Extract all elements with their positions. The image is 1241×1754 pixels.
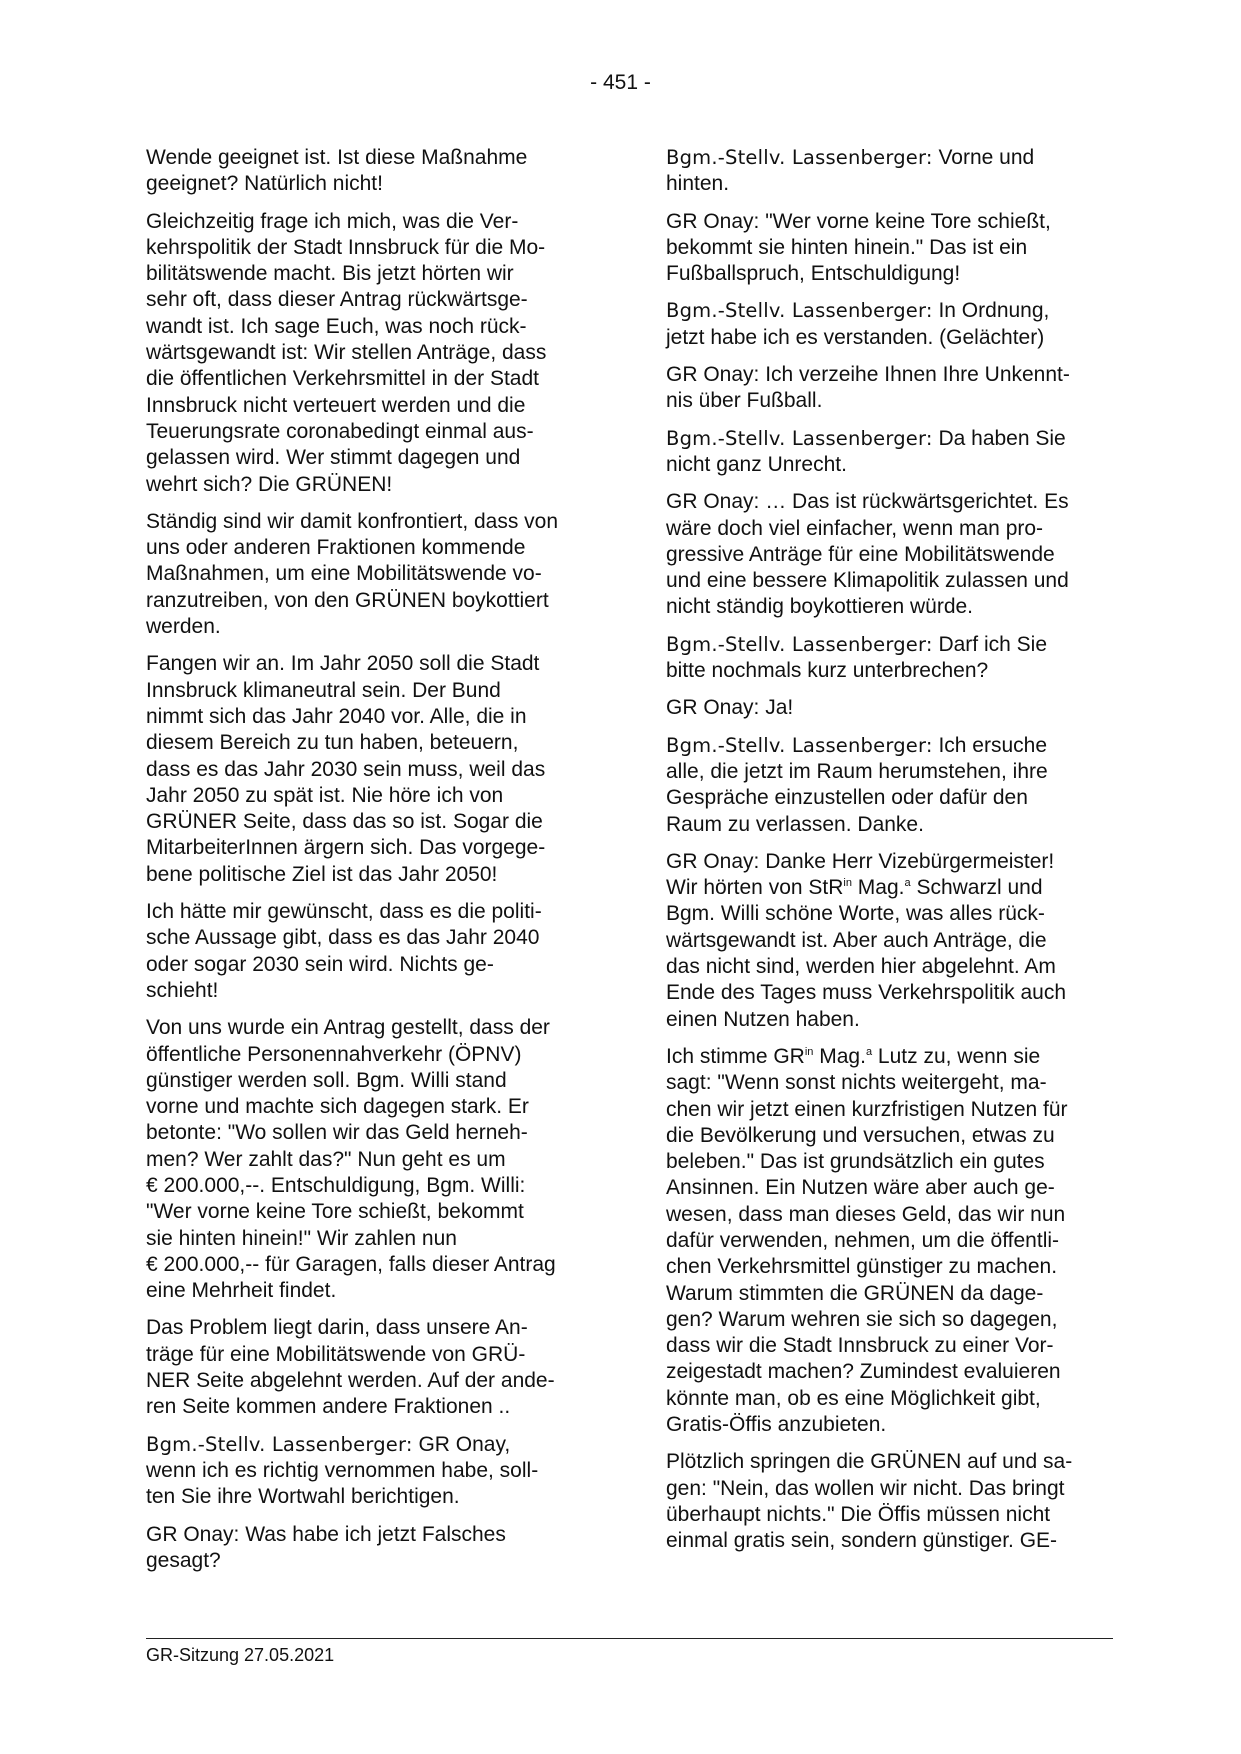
text-line: € 200.000,--. Entschuldigung, Bgm. Willi: xyxy=(146,1173,526,1197)
text-line: wehrt sich? Die GRÜNEN! xyxy=(146,472,393,496)
text-line: wenn ich es richtig vernommen habe, soll- xyxy=(146,1458,539,1482)
text-line: GR Onay: "Wer vorne keine Tore schießt, xyxy=(666,209,1051,233)
text-line: GR Onay: Ja! xyxy=(666,696,794,720)
text-line: das nicht sind, werden hier abgelehnt. Am xyxy=(666,955,1056,979)
text-line: € 200.000,-- für Garagen, falls dieser Antrag xyxy=(146,1252,556,1276)
text-line: sagt: "Wenn sonst nichts weitergeht, ma- xyxy=(666,1071,1047,1095)
paragraph xyxy=(666,849,1116,1033)
text-line: hinten. xyxy=(666,172,730,196)
speaker-label: Bgm.-Stellv. Lassenberger: xyxy=(666,299,933,323)
left-column xyxy=(146,145,596,1585)
text-line: betonte: "Wo sollen wir das Geld herneh- xyxy=(146,1121,528,1145)
paragraph xyxy=(146,145,596,198)
text-line: dafür verwenden, nehmen, um die öffentli- xyxy=(666,1228,1060,1252)
paragraph xyxy=(146,651,596,888)
text-line: träge für eine Mobilitätswende von GRÜ- xyxy=(146,1342,526,1366)
text-line: wärtsgewandt ist. Aber auch Anträge, die xyxy=(666,928,1047,952)
text-line: Gespräche einzustellen oder dafür den xyxy=(666,786,1028,810)
text-line: Wende geeignet ist. Ist diese Maßnahme xyxy=(146,146,528,169)
text-line: Ich hätte mir gewünscht, dass es die politi- xyxy=(146,900,542,924)
text-line: dass es das Jahr 2030 sein muss, weil das xyxy=(146,757,546,781)
text-line: sche Aussage gibt, dass es das Jahr 2040 xyxy=(146,926,540,950)
text-line: uns oder anderen Fraktionen kommende xyxy=(146,536,526,560)
paragraph xyxy=(666,298,1116,351)
text-line: "Wer vorne keine Tore schießt, bekommt xyxy=(146,1200,524,1224)
text-line: wärtsgewandt ist: Wir stellen Anträge, dass xyxy=(146,341,547,365)
text-line: vorne und machte sich dagegen stark. Er xyxy=(146,1095,529,1119)
paragraph xyxy=(666,209,1116,288)
text-line: und eine bessere Klimapolitik zulassen und xyxy=(666,569,1069,593)
paragraph xyxy=(666,632,1116,685)
text-line: Bgm. Willi schöne Worte, was alles rück- xyxy=(666,902,1045,926)
text-line: nis über Fußball. xyxy=(666,389,823,413)
text-line: Innsbruck nicht verteuert werden und die xyxy=(146,393,526,417)
text-line: öffentliche Personennahverkehr (ÖPNV) xyxy=(146,1042,522,1066)
text-line: nimmt sich das Jahr 2040 vor. Alle, die in xyxy=(146,704,527,728)
paragraph xyxy=(146,1315,596,1420)
speaker-label: Bgm.-Stellv. Lassenberger: xyxy=(666,426,933,450)
text-line: günstiger werden soll. Bgm. Willi stand xyxy=(146,1068,507,1092)
text-line: Fangen wir an. Im Jahr 2050 soll die Stadt xyxy=(146,652,540,676)
paragraph xyxy=(666,145,1116,198)
text-line: Fußballspruch, Entschuldigung! xyxy=(666,262,961,286)
text-line: gelassen wird. Wer stimmt dagegen und xyxy=(146,446,521,470)
text-line: ren Seite kommen andere Fraktionen .. xyxy=(146,1395,511,1419)
text-line: gen: "Nein, das wollen wir nicht. Das bringt xyxy=(666,1476,1065,1500)
text-line: GRÜNER Seite, dass das so ist. Sogar die xyxy=(146,810,543,834)
text-line: Jahr 2050 zu spät ist. Nie höre ich von xyxy=(146,783,504,807)
text-line: einen Nutzen haben. xyxy=(666,1007,860,1031)
text-line: gesagt? xyxy=(146,1548,221,1572)
text-line: men? Wer zahlt das?" Nun geht es um xyxy=(146,1147,506,1171)
text-line: einmal gratis sein, sondern günstiger. GE- xyxy=(666,1529,1058,1553)
paragraph xyxy=(666,362,1116,415)
right-column xyxy=(666,145,1116,1566)
text-line: GR Onay: Danke Herr Vizebürgermeister! xyxy=(666,849,1055,873)
text-line: Innsbruck klimaneutral sein. Der Bund xyxy=(146,678,501,702)
text-line: überhaupt nichts." Die Öffis müssen nicht xyxy=(666,1502,1051,1526)
text-line: sehr oft, dass dieser Antrag rückwärtsge- xyxy=(146,288,528,312)
text-line: bitte nochmals kurz unterbrechen? xyxy=(666,659,989,683)
text-line: Ende des Tages muss Verkehrspolitik auch xyxy=(666,981,1067,1005)
text-line: schieht! xyxy=(146,978,219,1002)
text-line: die öffentlichen Verkehrsmittel in der Stadt xyxy=(146,367,540,391)
text-line: wandt ist. Ich sage Euch, was noch rück- xyxy=(146,314,527,338)
paragraph xyxy=(146,509,596,640)
text-line: Wir hörten von StR$^{in}$ Mag.$^a$ Schwarzl und xyxy=(666,876,1043,900)
superscript: a xyxy=(904,877,911,890)
text-line: NER Seite abgelehnt werden. Auf der ande- xyxy=(146,1369,555,1393)
paragraph xyxy=(666,1044,1116,1438)
text-line: zeigestadt machen? Zumindest evaluieren xyxy=(666,1360,1061,1384)
text-line: MitarbeiterInnen ärgern sich. Das vorgege- xyxy=(146,836,546,860)
text-line: ten Sie ihre Wortwahl berichtigen. xyxy=(146,1485,460,1509)
text-line: Gratis-Öffis anzubieten. xyxy=(666,1413,887,1437)
paragraph xyxy=(146,1432,596,1511)
text-line: chen Verkehrsmittel günstiger zu machen. xyxy=(666,1255,1058,1279)
footer-session-date: GR-Sitzung 27.05.2021 xyxy=(146,1645,335,1665)
text-line: beleben." Das ist grundsätzlich ein gutes xyxy=(666,1150,1045,1174)
text-line: Da haben Sie xyxy=(932,426,1066,450)
text-line: die Bevölkerung und versuchen, etwas zu xyxy=(666,1123,1055,1147)
paragraph xyxy=(666,1449,1116,1554)
page-number: - 451 - xyxy=(590,71,651,94)
speaker-label: Bgm.-Stellv. Lassenberger: xyxy=(666,632,933,656)
text-line: Warum stimmten die GRÜNEN da dage- xyxy=(666,1281,1044,1305)
superscript: in xyxy=(804,1045,814,1058)
paragraph xyxy=(666,695,1116,721)
text-line: Vorne und xyxy=(932,146,1035,169)
superscript: in xyxy=(843,877,852,890)
text-line: nicht ganz Unrecht. xyxy=(666,452,847,476)
text-line: Ständig sind wir damit konfrontiert, dass von xyxy=(146,509,559,533)
text-line: GR Onay: Was habe ich jetzt Falsches xyxy=(146,1522,506,1546)
text-line: geeignet? Natürlich nicht! xyxy=(146,172,383,196)
text-line: Teuerungsrate coronabedingt einmal aus- xyxy=(146,419,534,443)
text-line: wäre doch viel einfacher, wenn man pro- xyxy=(666,516,1044,540)
text-line: eine Mehrheit findet. xyxy=(146,1279,337,1303)
text-line: Darf ich Sie xyxy=(932,632,1047,656)
text-line: nicht ständig boykottieren würde. xyxy=(666,595,974,619)
speaker-label: Bgm.-Stellv. Lassenberger: xyxy=(146,1432,413,1456)
paragraph xyxy=(666,489,1116,620)
text-line: Plötzlich springen die GRÜNEN auf und sa- xyxy=(666,1450,1073,1474)
text-line: Raum zu verlassen. Danke. xyxy=(666,812,924,836)
text-line: könnte man, ob es eine Möglichkeit gibt, xyxy=(666,1386,1041,1410)
text-line: Ansinnen. Ein Nutzen wäre aber auch ge- xyxy=(666,1176,1055,1200)
footer-divider xyxy=(146,1638,1113,1639)
text-line: kehrspolitik der Stadt Innsbruck für die Mo- xyxy=(146,235,546,259)
text-line: GR Onay, xyxy=(412,1432,511,1456)
text-line: bene politische Ziel ist das Jahr 2050! xyxy=(146,862,498,886)
speaker-label: Bgm.-Stellv. Lassenberger: xyxy=(666,733,933,757)
text-line: bekommt sie hinten hinein." Das ist ein xyxy=(666,235,1028,259)
paragraph xyxy=(666,426,1116,479)
text-line: chen wir jetzt einen kurzfristigen Nutzen für xyxy=(666,1097,1068,1121)
text-line: Ich stimme $GR^{in}$ Mag.$^a$ Lutz zu, wenn sie xyxy=(666,1044,1041,1068)
text-line: wesen, dass man dieses Geld, das wir nun xyxy=(666,1202,1066,1226)
text-line: dass wir die Stadt Innsbruck zu einer Vor- xyxy=(666,1334,1054,1358)
text-line: alle, die jetzt im Raum herumstehen, ihre xyxy=(666,759,1048,783)
text-line: bilitätswende macht. Bis jetzt hörten wir xyxy=(146,262,514,286)
paragraph xyxy=(146,1015,596,1304)
text-line: oder sogar 2030 sein wird. Nichts ge- xyxy=(146,952,494,976)
text-line: Ich ersuche xyxy=(932,733,1048,757)
paragraph xyxy=(666,733,1116,838)
text-line: GR Onay: … Das ist rückwärtsgerichtet. Es xyxy=(666,490,1069,514)
text-line: ranzutreiben, von den GRÜNEN boykottiert xyxy=(146,588,549,612)
speaker-label: Bgm.-Stellv. Lassenberger: xyxy=(666,146,933,169)
text-line: sie hinten hinein!" Wir zahlen nun xyxy=(146,1226,457,1250)
text-line: In Ordnung, xyxy=(932,299,1050,323)
text-line: werden. xyxy=(146,615,221,639)
paragraph xyxy=(146,209,596,498)
text-line: diesem Bereich zu tun haben, beteuern, xyxy=(146,731,519,755)
text-line: Das Problem liegt darin, dass unsere An- xyxy=(146,1316,528,1340)
text-line: jetzt habe ich es verstanden. (Gelächter) xyxy=(666,325,1045,349)
superscript: a xyxy=(865,1045,873,1058)
text-line: Maßnahmen, um eine Mobilitätswende vo- xyxy=(146,562,542,586)
text-line: Von uns wurde ein Antrag gestellt, dass der xyxy=(146,1016,550,1040)
text-line: gen? Warum wehren sie sich so dagegen, xyxy=(666,1307,1058,1331)
paragraph xyxy=(146,899,596,1004)
text-line: GR Onay: Ich verzeihe Ihnen Ihre Unkennt- xyxy=(666,363,1070,387)
text-line: Gleichzeitig frage ich mich, was die Ver- xyxy=(146,209,519,233)
text-line: gressive Anträge für eine Mobilitätswende xyxy=(666,542,1055,566)
paragraph xyxy=(146,1522,596,1575)
